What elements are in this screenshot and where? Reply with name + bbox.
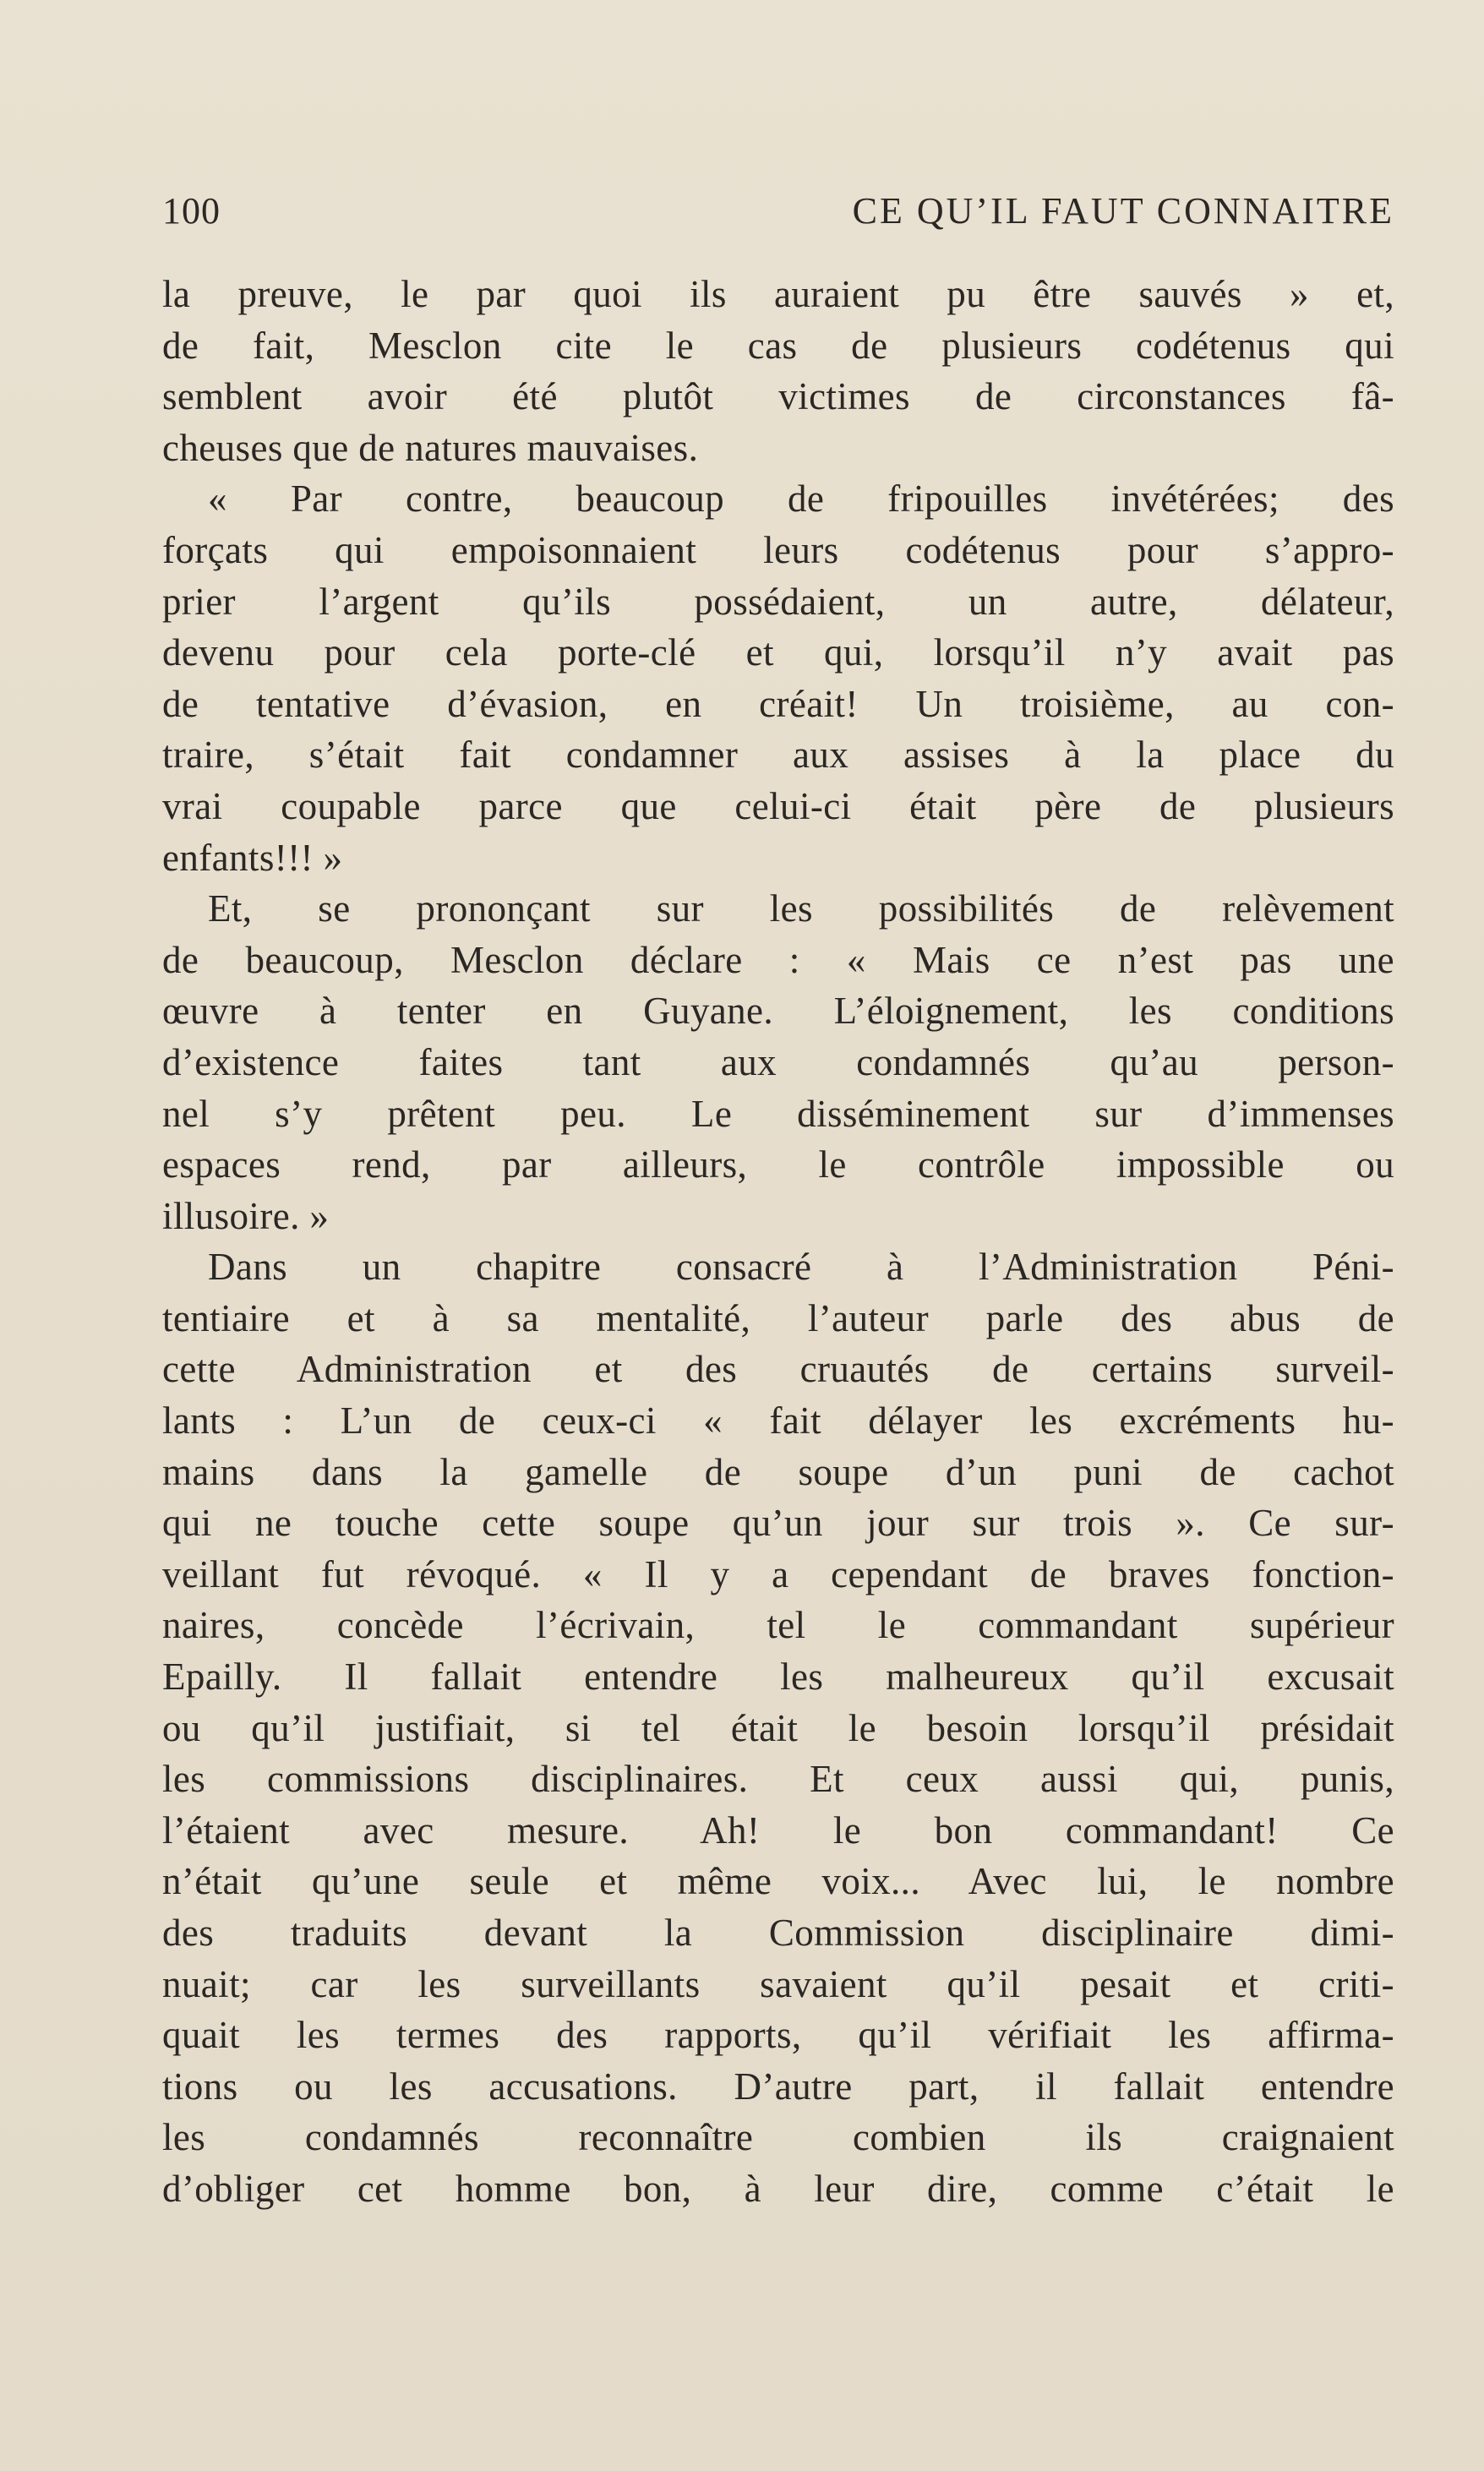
text-line: lants : L’un de ceux-ci « fait délayer les excréments hu-	[162, 1399, 1394, 1443]
text-line: nuait; car les surveillants savaient qu’il pesait et criti-	[162, 1962, 1394, 2005]
body-text	[162, 269, 1394, 2215]
text-line: ou qu’il justifiait, si tel était le besoin lorsqu’il présidait	[162, 1706, 1394, 1749]
text-line: les condamnés reconnaître combien ils craignaient	[162, 2116, 1394, 2159]
text-line: naires, concède l’écrivain, tel le commandant supérieur	[162, 1604, 1394, 1647]
running-head: CE QU’IL FAUT CONNAITRE	[852, 190, 1394, 232]
text-line: cheuses que de natures mauvaises.	[162, 426, 699, 469]
text-line: Epailly. Il fallait entendre les malheureux qu’il excusait	[162, 1656, 1394, 1699]
text-line: de fait, Mesclon cite le cas de plusieurs codétenus qui	[162, 324, 1394, 367]
text-line: œuvre à tenter en Guyane. L’éloignement, les conditions	[162, 990, 1394, 1033]
text-line: cette Administration et des cruautés de certains surveil-	[162, 1348, 1394, 1391]
text-line: prier l’argent qu’ils possédaient, un autre, délateur,	[162, 580, 1394, 623]
text-line: illusoire. »	[162, 1194, 330, 1237]
text-line: Dans un chapitre consacré à l’Administration Péni-	[208, 1246, 1394, 1289]
text-line: tions ou les accusations. D’autre part, il fallait entendre	[162, 2065, 1394, 2108]
page-number: 100	[162, 190, 221, 232]
text-line: qui ne touche cette soupe qu’un jour sur trois ». Ce sur-	[162, 1502, 1394, 1545]
text-line: la preuve, le par quoi ils auraient pu être sauvés » et,	[162, 273, 1394, 315]
text-line: d’existence faites tant aux condamnés qu’au person-	[162, 1040, 1394, 1083]
text-line: les commissions disciplinaires. Et ceux aussi qui, punis,	[162, 1758, 1394, 1801]
text-line: veillant fut révoqué. « Il y a cependant de braves fonction-	[162, 1552, 1394, 1596]
text-line: forçats qui empoisonnaient leurs codétenus pour s’appro-	[162, 528, 1394, 571]
text-line: des traduits devant la Commission disciplinaire dimi-	[162, 1912, 1394, 1954]
text-line: l’étaient avec mesure. Ah! le bon commandant! Ce	[162, 1808, 1394, 1852]
text-line: semblent avoir été plutôt victimes de circonstances fâ-	[162, 375, 1394, 418]
text-line: espaces rend, par ailleurs, le contrôle impossible ou	[162, 1143, 1394, 1186]
text-line: devenu pour cela porte-clé et qui, lorsqu’il n’y avait pas	[162, 631, 1394, 674]
text-line: Et, se prononçant sur les possibilités de relèvement	[208, 887, 1394, 930]
page-header	[162, 188, 1394, 235]
text-line: quait les termes des rapports, qu’il vérifiait les affirma-	[162, 2014, 1394, 2057]
text-line: nel s’y prêtent peu. Le disséminement sur d’immenses	[162, 1092, 1394, 1135]
text-line: n’était qu’une seule et même voix... Avec lui, le nombre	[162, 1860, 1394, 1903]
text-line: de beaucoup, Mesclon déclare : « Mais ce n’est pas une	[162, 938, 1394, 981]
text-line: mains dans la gamelle de soupe d’un puni de cachot	[162, 1450, 1394, 1493]
text-line: tentiaire et à sa mentalité, l’auteur parle des abus de	[162, 1296, 1394, 1339]
text-line: traire, s’était fait condamner aux assises à la place du	[162, 734, 1394, 777]
text-line: « Par contre, beaucoup de fripouilles invétérées; des	[208, 477, 1394, 521]
text-line: enfants!!! »	[162, 836, 343, 879]
text-line: d’obliger cet homme bon, à leur dire, comme c’était le	[162, 2167, 1394, 2210]
text-line: vrai coupable parce que celui-ci était père de plusieurs	[162, 784, 1394, 827]
text-line: de tentative d’évasion, en créait! Un troisième, au con-	[162, 682, 1394, 725]
